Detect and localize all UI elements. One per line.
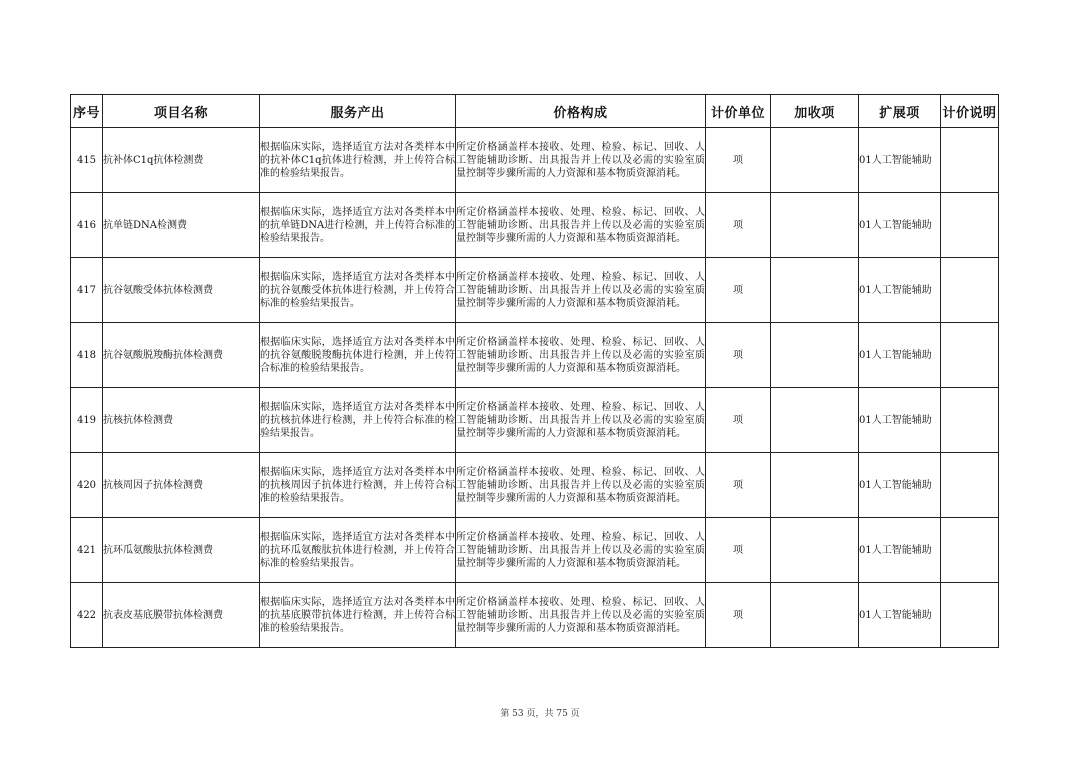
cell-note (941, 453, 999, 518)
cell-surcharge (771, 323, 859, 388)
cell-service: 根据临床实际，选择适宜方法对各类样本中的抗基底膜带抗体进行检测，并上传符合标准的检验结果报告。 (260, 583, 456, 648)
cell-price: 所定价格涵盖样本接收、处理、检验、标记、回收、人工智能辅助诊断、出具报告并上传以及必需的实验室质量控制等步骤所需的人力资源和基本物质资源消耗。 (456, 388, 706, 453)
cell-unit: 项 (706, 193, 771, 258)
cell-unit: 项 (706, 258, 771, 323)
cell-extension: 01人工智能辅助 (859, 128, 941, 193)
cell-no: 417 (71, 258, 103, 323)
cell-no: 421 (71, 518, 103, 583)
cell-surcharge (771, 193, 859, 258)
cell-name: 抗核周因子抗体检测费 (103, 453, 260, 518)
cell-name: 抗环瓜氨酸肽抗体检测费 (103, 518, 260, 583)
cell-unit: 项 (706, 453, 771, 518)
header-note: 计价说明 (941, 95, 999, 128)
cell-price: 所定价格涵盖样本接收、处理、检验、标记、回收、人工智能辅助诊断、出具报告并上传以及必需的实验室质量控制等步骤所需的人力资源和基本物质资源消耗。 (456, 518, 706, 583)
cell-name: 抗谷氨酸脱羧酶抗体检测费 (103, 323, 260, 388)
cell-price: 所定价格涵盖样本接收、处理、检验、标记、回收、人工智能辅助诊断、出具报告并上传以及必需的实验室质量控制等步骤所需的人力资源和基本物质资源消耗。 (456, 583, 706, 648)
table-row (71, 518, 999, 583)
cell-name: 抗谷氨酸受体抗体检测费 (103, 258, 260, 323)
header-surcharge: 加收项 (771, 95, 859, 128)
cell-price: 所定价格涵盖样本接收、处理、检验、标记、回收、人工智能辅助诊断、出具报告并上传以及必需的实验室质量控制等步骤所需的人力资源和基本物质资源消耗。 (456, 258, 706, 323)
cell-unit: 项 (706, 583, 771, 648)
table-row (71, 388, 999, 453)
cell-service: 根据临床实际，选择适宜方法对各类样本中的抗核抗体进行检测，并上传符合标准的检验结果报告。 (260, 388, 456, 453)
cell-no: 419 (71, 388, 103, 453)
cell-price: 所定价格涵盖样本接收、处理、检验、标记、回收、人工智能辅助诊断、出具报告并上传以及必需的实验室质量控制等步骤所需的人力资源和基本物质资源消耗。 (456, 193, 706, 258)
cell-surcharge (771, 128, 859, 193)
header-extension: 扩展项 (859, 95, 941, 128)
table-row (71, 258, 999, 323)
cell-price: 所定价格涵盖样本接收、处理、检验、标记、回收、人工智能辅助诊断、出具报告并上传以及必需的实验室质量控制等步骤所需的人力资源和基本物质资源消耗。 (456, 128, 706, 193)
header-row (71, 95, 999, 128)
cell-extension: 01人工智能辅助 (859, 258, 941, 323)
cell-note (941, 583, 999, 648)
header-unit: 计价单位 (706, 95, 771, 128)
cell-name: 抗表皮基底膜带抗体检测费 (103, 583, 260, 648)
table-row (71, 193, 999, 258)
cell-unit: 项 (706, 388, 771, 453)
table-row (71, 583, 999, 648)
cell-note (941, 518, 999, 583)
cell-note (941, 128, 999, 193)
cell-service: 根据临床实际，选择适宜方法对各类样本中的抗谷氨酸受体抗体进行检测，并上传符合标准的检验结果报告。 (260, 258, 456, 323)
cell-extension: 01人工智能辅助 (859, 388, 941, 453)
page-number: 第 53 页，共 75 页 (500, 709, 580, 719)
cell-note (941, 388, 999, 453)
cell-note (941, 193, 999, 258)
cell-extension: 01人工智能辅助 (859, 193, 941, 258)
table-row (71, 323, 999, 388)
cell-name: 抗补体C1q抗体检测费 (103, 128, 260, 193)
cell-service: 根据临床实际，选择适宜方法对各类样本中的抗补体C1q抗体进行检测，并上传符合标准的检验结果报告。 (260, 128, 456, 193)
cell-name: 抗单链DNA检测费 (103, 193, 260, 258)
cell-service: 根据临床实际，选择适宜方法对各类样本中的抗环瓜氨酸肽抗体进行检测，并上传符合标准的检验结果报告。 (260, 518, 456, 583)
header-price: 价格构成 (456, 95, 706, 128)
cell-extension: 01人工智能辅助 (859, 453, 941, 518)
cell-extension: 01人工智能辅助 (859, 518, 941, 583)
cell-price: 所定价格涵盖样本接收、处理、检验、标记、回收、人工智能辅助诊断、出具报告并上传以及必需的实验室质量控制等步骤所需的人力资源和基本物质资源消耗。 (456, 453, 706, 518)
cell-surcharge (771, 518, 859, 583)
cell-unit: 项 (706, 518, 771, 583)
table-row (71, 128, 999, 193)
cell-note (941, 323, 999, 388)
cell-surcharge (771, 258, 859, 323)
cell-no: 422 (71, 583, 103, 648)
cell-note (941, 258, 999, 323)
header-name: 项目名称 (103, 95, 260, 128)
price-table (70, 94, 999, 648)
header-service: 服务产出 (260, 95, 456, 128)
cell-surcharge (771, 583, 859, 648)
cell-unit: 项 (706, 128, 771, 193)
cell-price: 所定价格涵盖样本接收、处理、检验、标记、回收、人工智能辅助诊断、出具报告并上传以及必需的实验室质量控制等步骤所需的人力资源和基本物质资源消耗。 (456, 323, 706, 388)
cell-service: 根据临床实际，选择适宜方法对各类样本中的抗核周因子抗体进行检测，并上传符合标准的检验结果报告。 (260, 453, 456, 518)
table-row (71, 453, 999, 518)
cell-surcharge (771, 388, 859, 453)
cell-unit: 项 (706, 323, 771, 388)
cell-extension: 01人工智能辅助 (859, 323, 941, 388)
cell-no: 416 (71, 193, 103, 258)
cell-service: 根据临床实际，选择适宜方法对各类样本中的抗单链DNA进行检测，并上传符合标准的检验结果报告。 (260, 193, 456, 258)
cell-service: 根据临床实际，选择适宜方法对各类样本中的抗谷氨酸脱羧酶抗体进行检测，并上传符合标准的检验结果报告。 (260, 323, 456, 388)
cell-no: 418 (71, 323, 103, 388)
cell-no: 415 (71, 128, 103, 193)
cell-surcharge (771, 453, 859, 518)
header-no: 序号 (71, 95, 103, 128)
cell-extension: 01人工智能辅助 (859, 583, 941, 648)
cell-name: 抗核抗体检测费 (103, 388, 260, 453)
cell-no: 420 (71, 453, 103, 518)
